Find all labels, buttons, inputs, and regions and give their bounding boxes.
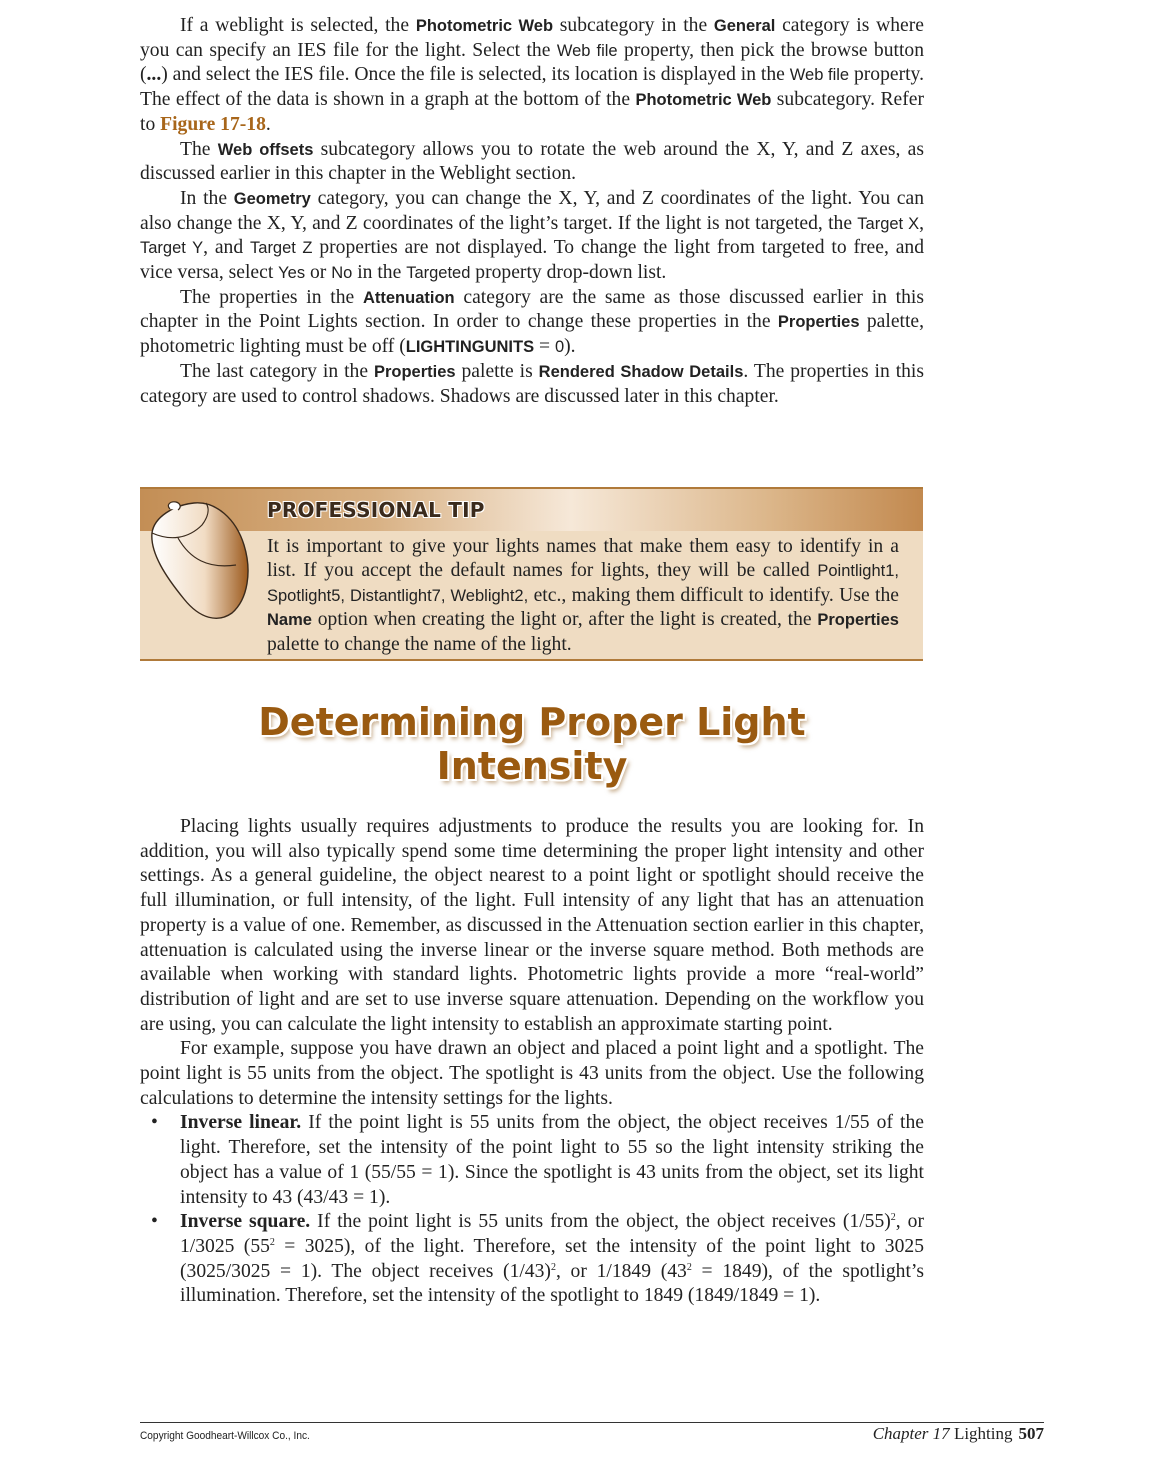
text: , or 1/3025 (55 bbox=[180, 1211, 924, 1257]
paragraph-web-offsets bbox=[140, 138, 924, 187]
text: or bbox=[305, 262, 332, 284]
heading-line-1: Determining Proper Light bbox=[258, 700, 806, 744]
tip-body bbox=[267, 535, 899, 657]
superscript: 2 bbox=[890, 1212, 896, 1224]
list-item-inverse-linear bbox=[140, 1111, 924, 1210]
text: palette, photometric lighting must be off ( bbox=[140, 311, 924, 358]
mouse-icon bbox=[144, 495, 256, 625]
text: , bbox=[919, 212, 924, 234]
text: In the bbox=[180, 187, 234, 209]
text: palette to change the name of the light. bbox=[267, 633, 572, 655]
superscript: 2 bbox=[550, 1261, 556, 1273]
ui-term: Properties bbox=[777, 313, 860, 332]
ui-term: Photometric Web bbox=[415, 17, 554, 35]
text: subcategory. Refer to bbox=[140, 89, 924, 135]
text: category are the same as those discussed earlier in this chapter in the Point Lights section. In order to change these properties in the bbox=[140, 286, 924, 333]
ui-term: LIGHTINGUNITS bbox=[405, 338, 535, 357]
footer-divider bbox=[140, 1422, 1044, 1423]
ui-term: No bbox=[331, 264, 353, 283]
ui-term: Pointlight1, Spotlight5, Distantlight7, Weblight2, bbox=[267, 562, 899, 605]
page-number: 507 bbox=[1018, 1424, 1044, 1443]
chapter-label: Chapter 17 bbox=[872, 1424, 950, 1443]
text: . bbox=[265, 113, 271, 135]
list-item-lead: Inverse square. bbox=[180, 1211, 311, 1233]
ui-term: Targeted bbox=[406, 264, 471, 283]
copyright-notice: Copyright Goodheart-Willcox Co., Inc. bbox=[140, 1430, 310, 1442]
chapter-title: Lighting bbox=[953, 1424, 1013, 1443]
text: subcategory allows you to rotate the web around the X, Y, and Z axes, as discussed earlier in this chapter in the Weblight section. bbox=[140, 138, 924, 185]
figure-reference-link[interactable]: Figure 17-18 bbox=[160, 113, 266, 135]
superscript: 2 bbox=[686, 1261, 692, 1273]
section-1 bbox=[140, 14, 924, 409]
text: property. The effect of the data is shown in a graph at the bottom of the bbox=[140, 64, 924, 111]
list-item-text: If the point light is 55 units from the object, the object receives 1/55 of the light. Therefore, set the intensity of the point light to 55 so the light intensity striking the object has a value of 1 (55/55 = 1). Since the spotlight is 43 units from the object, set its light intensity to 43 (43/43 = 1). bbox=[180, 1112, 924, 1208]
paragraph-intro: Placing lights usually requires adjustments to produce the results you are looking for. In addition, you will also typically spend some time determining the proper light intensity and other settings. As a general guideline, the object nearest to a point light or spotlight should receive the full illumination, or full intensity, of the light. Full intensity of any light that has an attenuation property is a value of one. Remember, as discussed in the Attenuation section earlier in this chapter, attenuation is calculated using the inverse linear or the inverse square method. Both methods are available when working with standard lights. Photometric lights provide a more “real-world” distribution of light and are set to use inverse square attenuation. Depending on the workflow you are using, you can calculate the light intensity to establish an approximate starting point. bbox=[140, 816, 924, 1035]
text: ). bbox=[564, 336, 576, 358]
ui-term: Yes bbox=[278, 264, 306, 283]
text: It is important to give your lights names that make them easy to identify in a list. If you accept the default names for lights, they will be called bbox=[267, 536, 899, 582]
text: in the bbox=[352, 262, 407, 284]
ui-term: Attenuation bbox=[362, 288, 455, 307]
paragraph-photometric-web bbox=[140, 14, 924, 138]
ui-term: Target Z bbox=[250, 239, 313, 258]
paragraph-geometry bbox=[140, 187, 924, 286]
text: . The properties in this category are used to control shadows. Shadows are discussed later in this chapter. bbox=[140, 360, 925, 407]
text: etc., making them difficult to identify. Use the bbox=[528, 584, 899, 606]
superscript: 2 bbox=[269, 1236, 275, 1248]
text: option when creating the light or, after the light is created, the bbox=[311, 609, 818, 631]
ui-term: Target Y bbox=[140, 239, 204, 258]
text: The bbox=[180, 138, 218, 160]
bullet-icon: • bbox=[151, 1112, 158, 1134]
paragraph-shadow-details bbox=[140, 360, 924, 409]
ui-term: Web file bbox=[789, 66, 850, 85]
ui-term: Photometric Web bbox=[635, 91, 772, 110]
browse-glyph: ... bbox=[146, 64, 162, 86]
text: , or 1/1849 (43 bbox=[555, 1260, 687, 1282]
running-footer bbox=[873, 1424, 1044, 1444]
text: category, you can change the X, Y, and Z coordinates of the light. You can also change the X, Y, and Z coordinates of the light’s target. If the light is not targeted, the bbox=[140, 187, 924, 234]
section-2 bbox=[140, 815, 924, 1309]
ui-term: Rendered Shadow Details bbox=[538, 362, 744, 381]
text: If a weblight is selected, the bbox=[180, 15, 416, 36]
text: palette is bbox=[455, 360, 539, 382]
text: properties are not displayed. To change the light from targeted to free, and vice versa, select bbox=[140, 237, 924, 284]
ui-term: Web file bbox=[556, 41, 618, 60]
ui-term: General bbox=[713, 17, 776, 35]
professional-tip-box bbox=[140, 487, 923, 661]
bullet-icon: • bbox=[151, 1211, 158, 1233]
text: = 3025), of the light. Therefore, set the intensity of the point light to 3025 (3025/3025 = 1). The object receives (1/43) bbox=[180, 1235, 924, 1282]
ui-term: Target X bbox=[857, 214, 920, 233]
text: The properties in the bbox=[180, 286, 363, 308]
text: ) and select the IES file. Once the file is selected, its location is displayed in the bbox=[161, 64, 790, 86]
text: The last category in the bbox=[180, 360, 374, 382]
text: If the point light is 55 units from the object, the object receives (1/55) bbox=[310, 1211, 891, 1233]
section-heading bbox=[140, 700, 924, 788]
tip-title: PROFESSIONAL TIP bbox=[267, 498, 485, 522]
ui-term: Properties bbox=[373, 362, 456, 381]
text: , and bbox=[203, 237, 251, 259]
text: = 1849), of the spotlight’s illumination. Therefore, set the intensity of the spotlight to 1849 (1849/1849 = 1). bbox=[180, 1260, 924, 1307]
paragraph-attenuation bbox=[140, 286, 924, 360]
ui-term: Web offsets bbox=[217, 140, 314, 159]
tip-header-band bbox=[140, 489, 923, 531]
text: property drop-down list. bbox=[470, 262, 667, 284]
tip-text bbox=[267, 535, 899, 657]
paragraph-example: For example, suppose you have drawn an object and placed a point light and a spotlight. The point light is 55 units from the object. The spotlight is 43 units from the object. Use the following calculations to determine the intensity settings for the lights. bbox=[140, 1038, 924, 1109]
ui-term: 0 bbox=[554, 338, 565, 357]
ui-term: Properties bbox=[817, 611, 899, 630]
text: subcategory in the bbox=[553, 15, 714, 36]
list-item-inverse-square bbox=[140, 1210, 924, 1309]
text: property, then pick the browse button ( bbox=[140, 39, 924, 86]
text: = bbox=[534, 336, 555, 358]
ui-term: Geometry bbox=[233, 189, 311, 208]
text: category is where you can specify an IES file for the light. Select the bbox=[140, 15, 924, 61]
list-item-lead: Inverse linear. bbox=[180, 1112, 302, 1134]
ui-term: Name bbox=[267, 611, 312, 630]
heading-line-2: Intensity bbox=[436, 744, 628, 788]
calculation-list bbox=[140, 1111, 924, 1309]
